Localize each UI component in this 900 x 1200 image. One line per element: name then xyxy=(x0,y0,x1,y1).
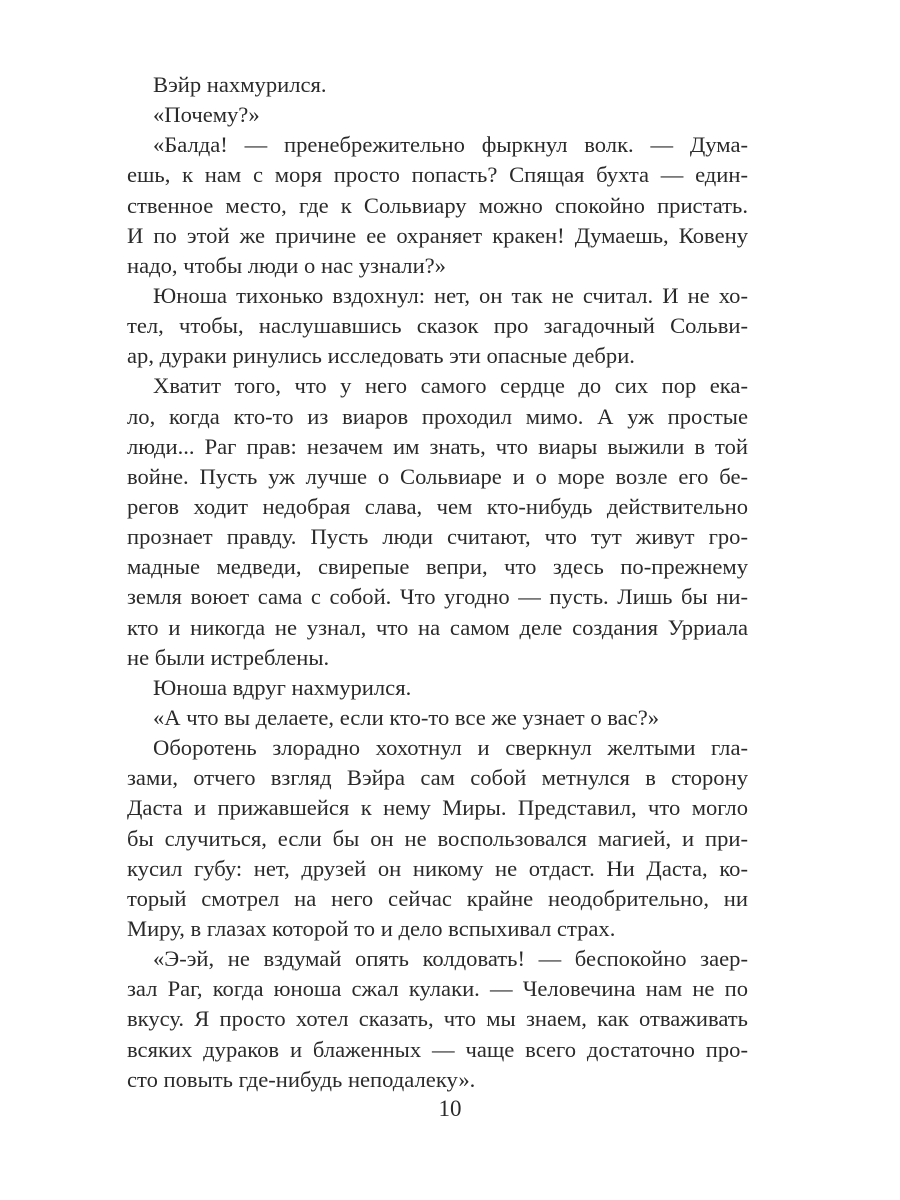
text-line: тел, чтобы, наслушавшись сказок про загадочный Сольви- xyxy=(127,313,748,339)
text-line: Миру, в глазах которой то и дело вспыхивал страх. xyxy=(127,915,616,941)
text-line: войне. Пусть уж лучше о Сольвиаре и о море возле его бе- xyxy=(127,463,748,489)
paragraph xyxy=(127,281,748,371)
paragraph xyxy=(127,130,748,281)
text-line: ар, дураки ринулись исследовать эти опасные дебри. xyxy=(127,343,635,369)
page-number: 10 xyxy=(438,1096,462,1121)
text-line: ло, когда кто-то из виаров проходил мимо. А уж простые xyxy=(127,403,748,429)
text-line: надо, чтобы люди о нас узнали?» xyxy=(127,252,446,278)
text-line: Оборотень злорадно хохотнул и сверкнул желтыми гла- xyxy=(153,735,748,761)
text-line: мадные медведи, свирепые вепри, что здесь по-прежнему xyxy=(127,554,748,580)
paragraph xyxy=(127,733,748,944)
text-line: зами, отчего взгляд Вэйра сам собой метнулся в сторону xyxy=(127,765,748,791)
text-line: ственное место, где к Сольвиару можно спокойно пристать. xyxy=(127,192,748,218)
text-line: Юноша тихонько вздохнул: нет, он так не считал. И не хо- xyxy=(153,282,748,308)
text-line: всяких дураков и блаженных — чаще всего достаточно про- xyxy=(127,1036,748,1062)
text-line: не были истреблены. xyxy=(127,644,330,670)
text-line: Даста и прижавшейся к нему Миры. Представил, что могло xyxy=(127,795,748,821)
text-line: «Балда! — пренебрежительно фыркнул волк. — Дума- xyxy=(153,132,748,158)
text-line: И по этой же причине ее охраняет кракен! Думаешь, Ковену xyxy=(127,222,748,248)
text-line: Юноша вдруг нахмурился. xyxy=(153,674,412,700)
text-line: «Э-эй, не вздумай опять колдовать! — беспокойно заер- xyxy=(153,946,748,972)
text-line: торый смотрел на него сейчас крайне неодобрительно, ни xyxy=(127,885,748,911)
paragraph xyxy=(127,944,748,1095)
text-line: сто повыть где-нибудь неподалеку». xyxy=(127,1066,476,1092)
text-line: Хватит того, что у него самого сердце до сих пор ека- xyxy=(153,373,748,399)
text-line: прознает правду. Пусть люди считают, что тут живут гро- xyxy=(127,524,748,550)
paragraph xyxy=(127,673,748,703)
text-line: кусил губу: нет, друзей он никому не отдаст. Ни Даста, ко- xyxy=(127,855,748,881)
text-line: бы случиться, если бы он не воспользовался магией, и при- xyxy=(127,825,748,851)
text-line: зал Раг, когда юноша сжал кулаки. — Человечина нам не по xyxy=(127,976,748,1002)
text-line: кто и никогда не узнал, что на самом деле создания Урриала xyxy=(127,614,748,640)
page-body-text xyxy=(127,70,748,1095)
paragraph xyxy=(127,703,748,733)
text-line: Вэйр нахмурился. xyxy=(153,72,327,97)
paragraph xyxy=(127,70,748,100)
text-line: люди... Раг прав: незачем им знать, что виары выжили в той xyxy=(127,433,748,459)
paragraph xyxy=(127,371,748,672)
text-line: «А что вы делаете, если кто-то все же узнает о вас?» xyxy=(153,704,660,730)
text-line: «Почему?» xyxy=(153,102,260,128)
text-line: ешь, к нам с моря просто попасть? Спящая бухта — един- xyxy=(127,162,748,188)
text-line: регов ходит недобрая слава, чем кто-нибудь действительно xyxy=(127,493,748,519)
paragraph xyxy=(127,100,748,130)
text-line: вкусу. Я просто хотел сказать, что мы знаем, как отваживать xyxy=(127,1006,748,1032)
text-line: земля воюет сама с собой. Что угодно — пусть. Лишь бы ни- xyxy=(127,584,748,610)
